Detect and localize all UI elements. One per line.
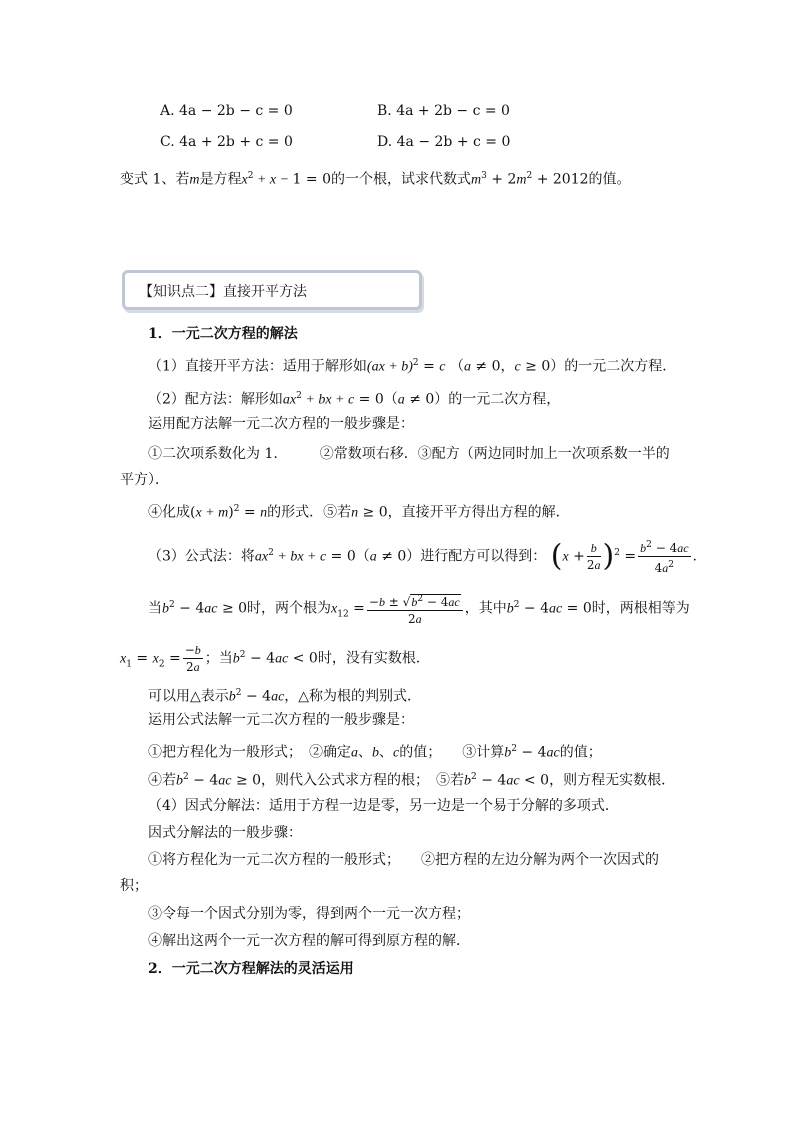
- option-b: B. 4a + 2b − c = 0: [377, 103, 510, 119]
- para-factoring-steps-intro: 因式分解法的一般步骤：: [148, 825, 302, 841]
- para-factoring-steps-1: ①将方程化为一元二次方程的一般形式； ②把方程的左边分解为两个一次因式的: [148, 852, 659, 868]
- heading-1: 1．一元二次方程的解法: [148, 326, 298, 342]
- para-direct-root: （1）直接开平方法：适用于解形如(ax + b)$^2$ = c （a ≠ 0，c ≥ 0）的一元二次方程．: [148, 358, 677, 375]
- option-c: C. 4a + 2b + c = 0: [160, 134, 293, 150]
- para-formula-steps-1: ①把方程化为一般形式； ②确定a、b、c的值； ③计算$b^2 - 4ac$的值；: [148, 744, 602, 761]
- heading-2: 2．一元二次方程解法的灵活运用: [148, 961, 354, 977]
- para-steps-intro: 运用配方法解一元二次方程的一般步骤是：: [148, 416, 414, 432]
- para-steps-2: ④化成$(x + m)^2 = n$的形式．⑤若n ≥ 0，直接开平方得出方程的解．: [148, 504, 570, 521]
- para-formula-steps-intro: 运用公式法解一元二次方程的一般步骤是：: [148, 712, 414, 728]
- para-factoring-steps-3: ④解出这两个一元一次方程的解可得到原方程的解．: [148, 933, 470, 949]
- para-factoring-steps-2: ③令每一个因式分别为零，得到两个一元一次方程；: [148, 906, 470, 922]
- para-steps-1: ①二次项系数化为 1. ②常数项右移．③配方（两边同时加上一次项系数一半的: [148, 446, 670, 462]
- variant-question: 变式 1、若m是方程$x^2 + x - 1 = 0$的一个根，试求代数式$m^3 + 2m^2 + 2012$的值。: [120, 171, 631, 188]
- option-d: D. 4a − 2b + c = 0: [377, 134, 511, 150]
- para-two-roots: 当$b^2 - 4ac \ge 0$时，两个根为$x_{12}$ = $\frac{-b \pm √b^2 - 4ac}{2a}$ ，其中$b^2 - 4ac = 0$时，两根相等为: [148, 588, 690, 631]
- option-a: A. 4a − 2b − c = 0: [160, 103, 293, 119]
- para-equal-roots: $x_1 = x_2$ = $\frac{-b}{2a}$ ；当$b^2 - 4ac < 0$时，没有实数根．: [120, 643, 430, 675]
- section-heading-box: [122, 270, 422, 310]
- para-factoring: （4）因式分解法：适用于方程一边是零，另一边是一个易于分解的多项式．: [148, 798, 619, 814]
- para-factoring-steps-1-cont: 积；: [120, 878, 148, 894]
- para-steps-1-cont: 平方）．: [120, 472, 169, 488]
- para-complete-square: （2）配方法：解形如$ax^2$ + bx + c = 0（a ≠ 0）的一元二次方程，: [148, 391, 561, 408]
- para-formula-method: （3）公式法：将$ax^2$ + bx + c = 0（a ≠ 0）进行配方可以得到： (x + $\frac{b}{2a}$ )$^2$ = $\frac{b^2 - 4ac}{4a^2}$ .: [148, 538, 697, 576]
- para-discriminant: 可以用△表示$b^2 - 4ac$，△称为根的判别式．: [148, 688, 422, 705]
- section-heading: 【知识点二】直接开平方法: [139, 284, 307, 300]
- para-formula-steps-2: ④若$b^2 - 4ac \ge 0$，则代入公式求方程的根； ⑤若$b^2 - 4ac < 0$，则方程无实数根．: [148, 772, 676, 789]
